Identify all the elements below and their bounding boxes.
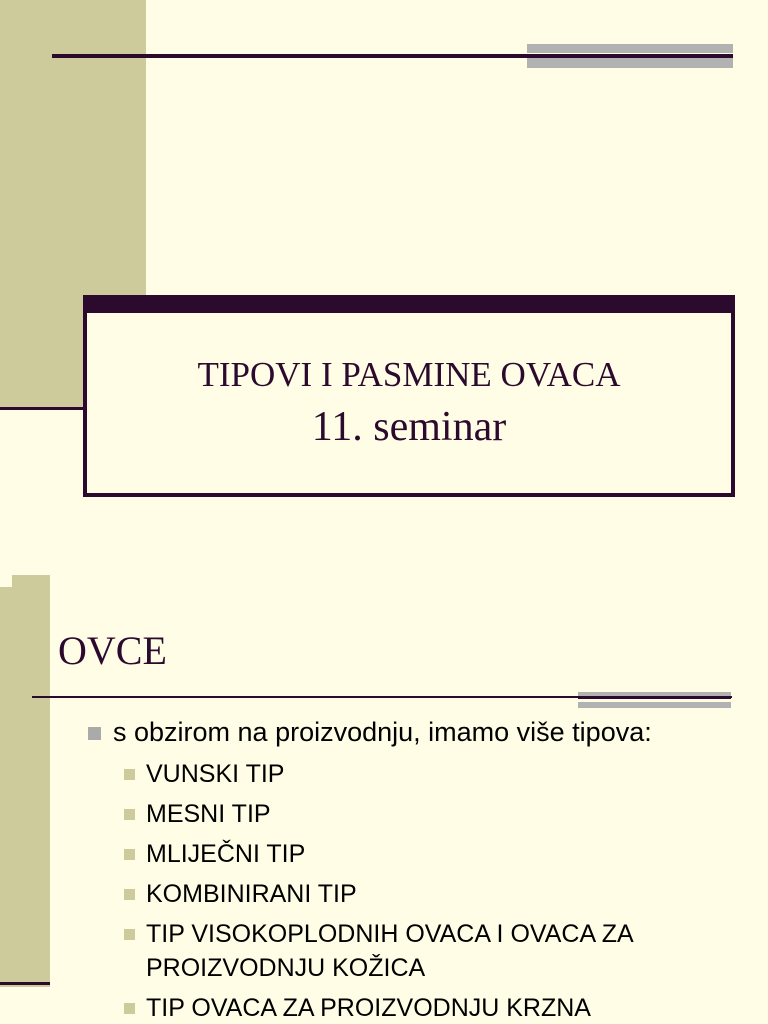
content-slide: [0, 575, 768, 1024]
slide-subtitle: 11. seminar: [311, 404, 507, 450]
list-item: [124, 797, 748, 831]
bullet-item-intro: [88, 715, 748, 749]
list-item-text: MLIJEČNI TIP: [146, 840, 306, 868]
accent-band-notch: [0, 575, 12, 587]
list-item: [124, 757, 748, 791]
list-item: [124, 837, 748, 871]
list-item: [124, 917, 748, 985]
list-item: [124, 991, 748, 1024]
square-bullet-icon: [124, 1003, 135, 1014]
title-box: [83, 295, 735, 497]
list-item-text: KOMBINIRANI TIP: [146, 880, 357, 908]
accent-band-rule: [0, 982, 50, 985]
list-item-text: TIP OVACA ZA PROIZVODNJU KRZNA: [146, 994, 591, 1022]
slide-heading: OVCE: [58, 628, 167, 673]
left-accent-band: [0, 575, 50, 987]
square-bullet-icon: [124, 809, 135, 820]
gray-accent-bar: [527, 44, 733, 68]
bullet-list: [88, 715, 748, 1024]
accent-band-rule: [0, 407, 84, 410]
sub-bullet-list: [88, 757, 748, 1024]
gray-accent-bar: [578, 692, 731, 708]
bullet-text: s obzirom na proizvodnju, imamo više tipova:: [113, 717, 652, 747]
list-item-text: MESNI TIP: [146, 800, 271, 828]
square-bullet-icon: [124, 889, 135, 900]
square-bullet-icon: [124, 929, 135, 940]
square-bullet-icon: [124, 769, 135, 780]
square-bullet-icon: [124, 849, 135, 860]
list-item-text: TIP VISOKOPLODNIH OVACA I OVACA ZA PROIZVODNJU KOŽICA: [146, 920, 633, 982]
list-item: [124, 877, 748, 911]
square-bullet-icon: [88, 727, 101, 740]
slide-title: TIPOVI I PASMINE OVACA: [197, 355, 621, 394]
list-item-text: VUNSKI TIP: [146, 760, 285, 788]
